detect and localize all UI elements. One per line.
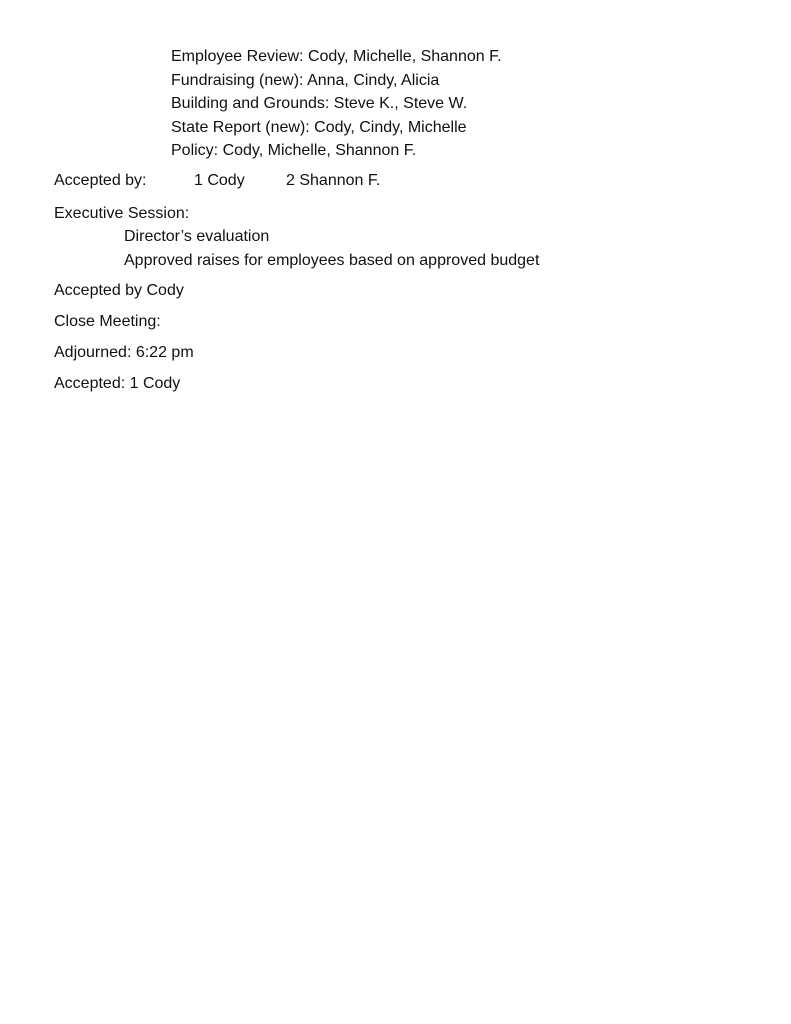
committee-list — [171, 45, 502, 163]
accepted-by-row — [54, 170, 380, 192]
close-meeting: Close Meeting: — [54, 313, 161, 330]
committee-employee-review: Employee Review: Cody, Michelle, Shannon F. — [171, 48, 502, 65]
adjourned: Adjourned: 6:22 pm — [54, 344, 194, 361]
executive-session-title: Executive Session: — [54, 205, 190, 222]
committee-state-report: State Report (new): Cody, Cindy, Michelle — [171, 118, 467, 136]
executive-session-item: Director’s evaluation — [124, 228, 270, 245]
committee-fundraising: Fundraising (new): Anna, Cindy, Alicia — [171, 71, 440, 89]
executive-session-items — [124, 225, 539, 272]
accepted-by-label: Accepted by: — [54, 172, 147, 189]
accepted-by-second: 2 Shannon F. — [286, 172, 381, 189]
accepted-final: Accepted: 1 Cody — [54, 375, 181, 392]
committee-building-grounds: Building and Grounds: Steve K., Steve W. — [171, 95, 468, 112]
executive-session-item: Approved raises for employees based on approved budget — [124, 251, 540, 269]
accepted-by-first: 1 Cody — [194, 172, 245, 189]
accepted-by-cody: Accepted by Cody — [54, 282, 184, 299]
committee-policy: Policy: Cody, Michelle, Shannon F. — [171, 142, 417, 159]
